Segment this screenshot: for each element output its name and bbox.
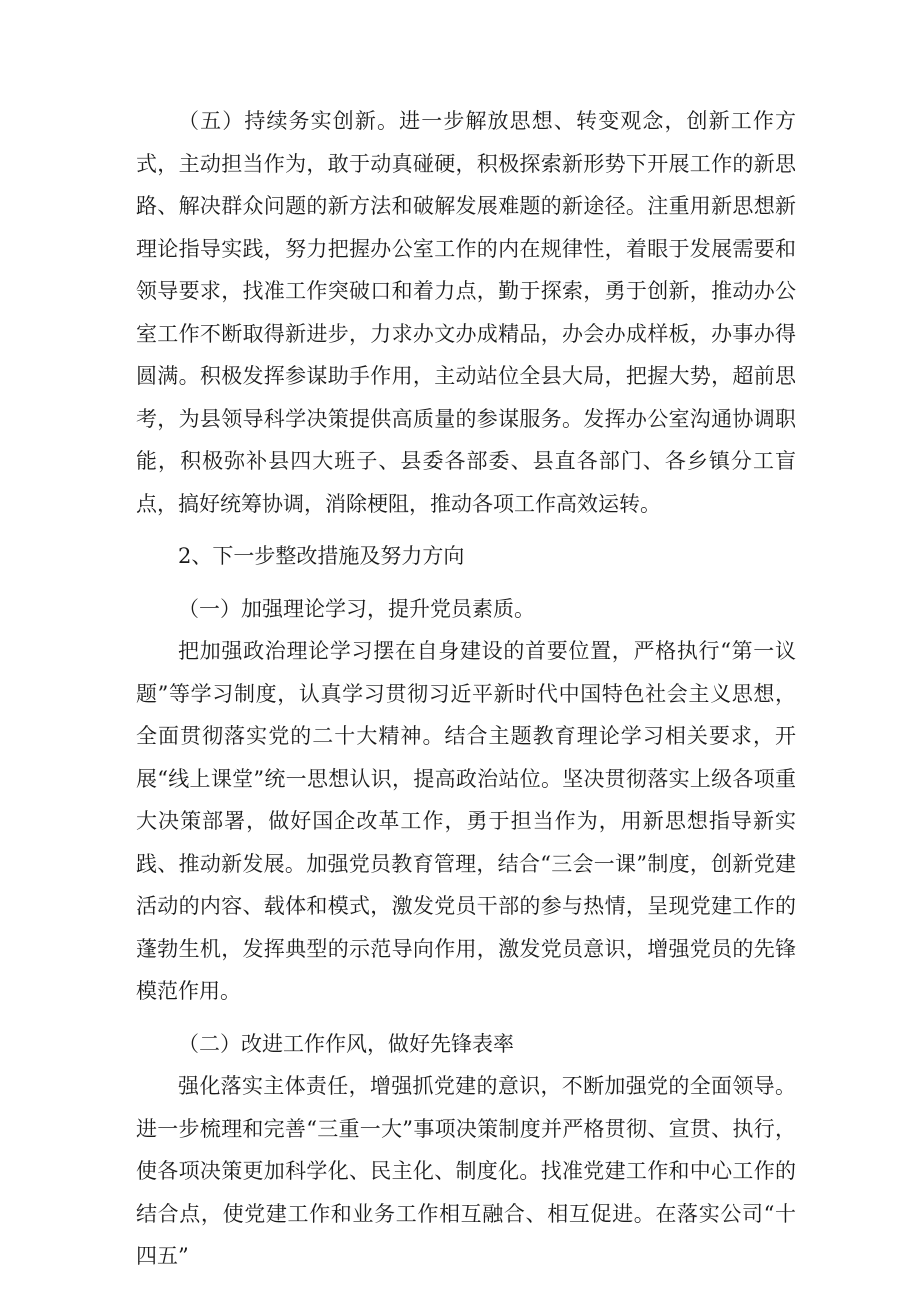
subheading-work-style: （二）改进工作作风，做好先锋表率 — [178, 1031, 514, 1056]
paragraph-theory-study: 把加强政治理论学习摆在自身建设的首要位置，严格执行“第一议题”等学习制度，认真学习贯彻习近平新时代中国特色社会主义思想，全面贯彻落实党的二十大精神。结合主题教育理论学习相关要求，开展“线上课堂”统一思想认识，提高政治站位。坚决贯彻落实上级各项重大决策部署，做好国企改革工作，勇于担当作为，用新思想指导新实践、推动新发展。加强党员教育管理，结合“三会一课”制度，创新党建活动的内容、载体和模式，激发党员干部的参与热情，呈现党建工作的蓬勃生机，发挥典型的示范导向作用，激发党员意识，增强党员的先锋模范作用。 — [136, 639, 796, 1003]
paragraph-persist-innovation: （五）持续务实创新。进一步解放思想、转变观念，创新工作方式，主动担当作为，敢于动真碰硬，积极探索新形势下开展工作的新思路、解决群众问题的新方法和破解发展难题的新途径。注重用新思想新理论指导实践，努力把握办公室工作的内在规律性，着眼于发展需要和领导要求，找准工作突破口和着力点，勤于探索，勇于创新，推动办公室工作不断取得新进步，力求办文办成精品，办会办成样板，办事办得圆满。积极发挥参谋助手作用，主动站位全县大局，把握大势，超前思考，为县领导科学决策提供高质量的参谋服务。发挥办公室沟通协调职能，积极弥补县四大班子、县委各部委、县直各部门、各乡镇分工盲点，搞好统筹协调，消除梗阻，推动各项工作高效运转。 — [136, 109, 796, 516]
document-body — [136, 100, 796, 1278]
paragraph-work-style: 强化落实主体责任，增强抓党建的意识，不断加强党的全面领导。进一步梳理和完善“三重一大”事项决策制度并严格贯彻、宣贯、执行，使各项决策更加科学化、民主化、制度化。找准党建工作和中心工作的结合点，使党建工作和业务工作相互融合、相互促进。在落实公司“十四五” — [136, 1074, 796, 1268]
section-heading-next-steps: 2、下一步整改措施及努力方向 — [178, 544, 465, 568]
subheading-theory-study: （一）加强理论学习，提升党员素质。 — [178, 596, 535, 621]
